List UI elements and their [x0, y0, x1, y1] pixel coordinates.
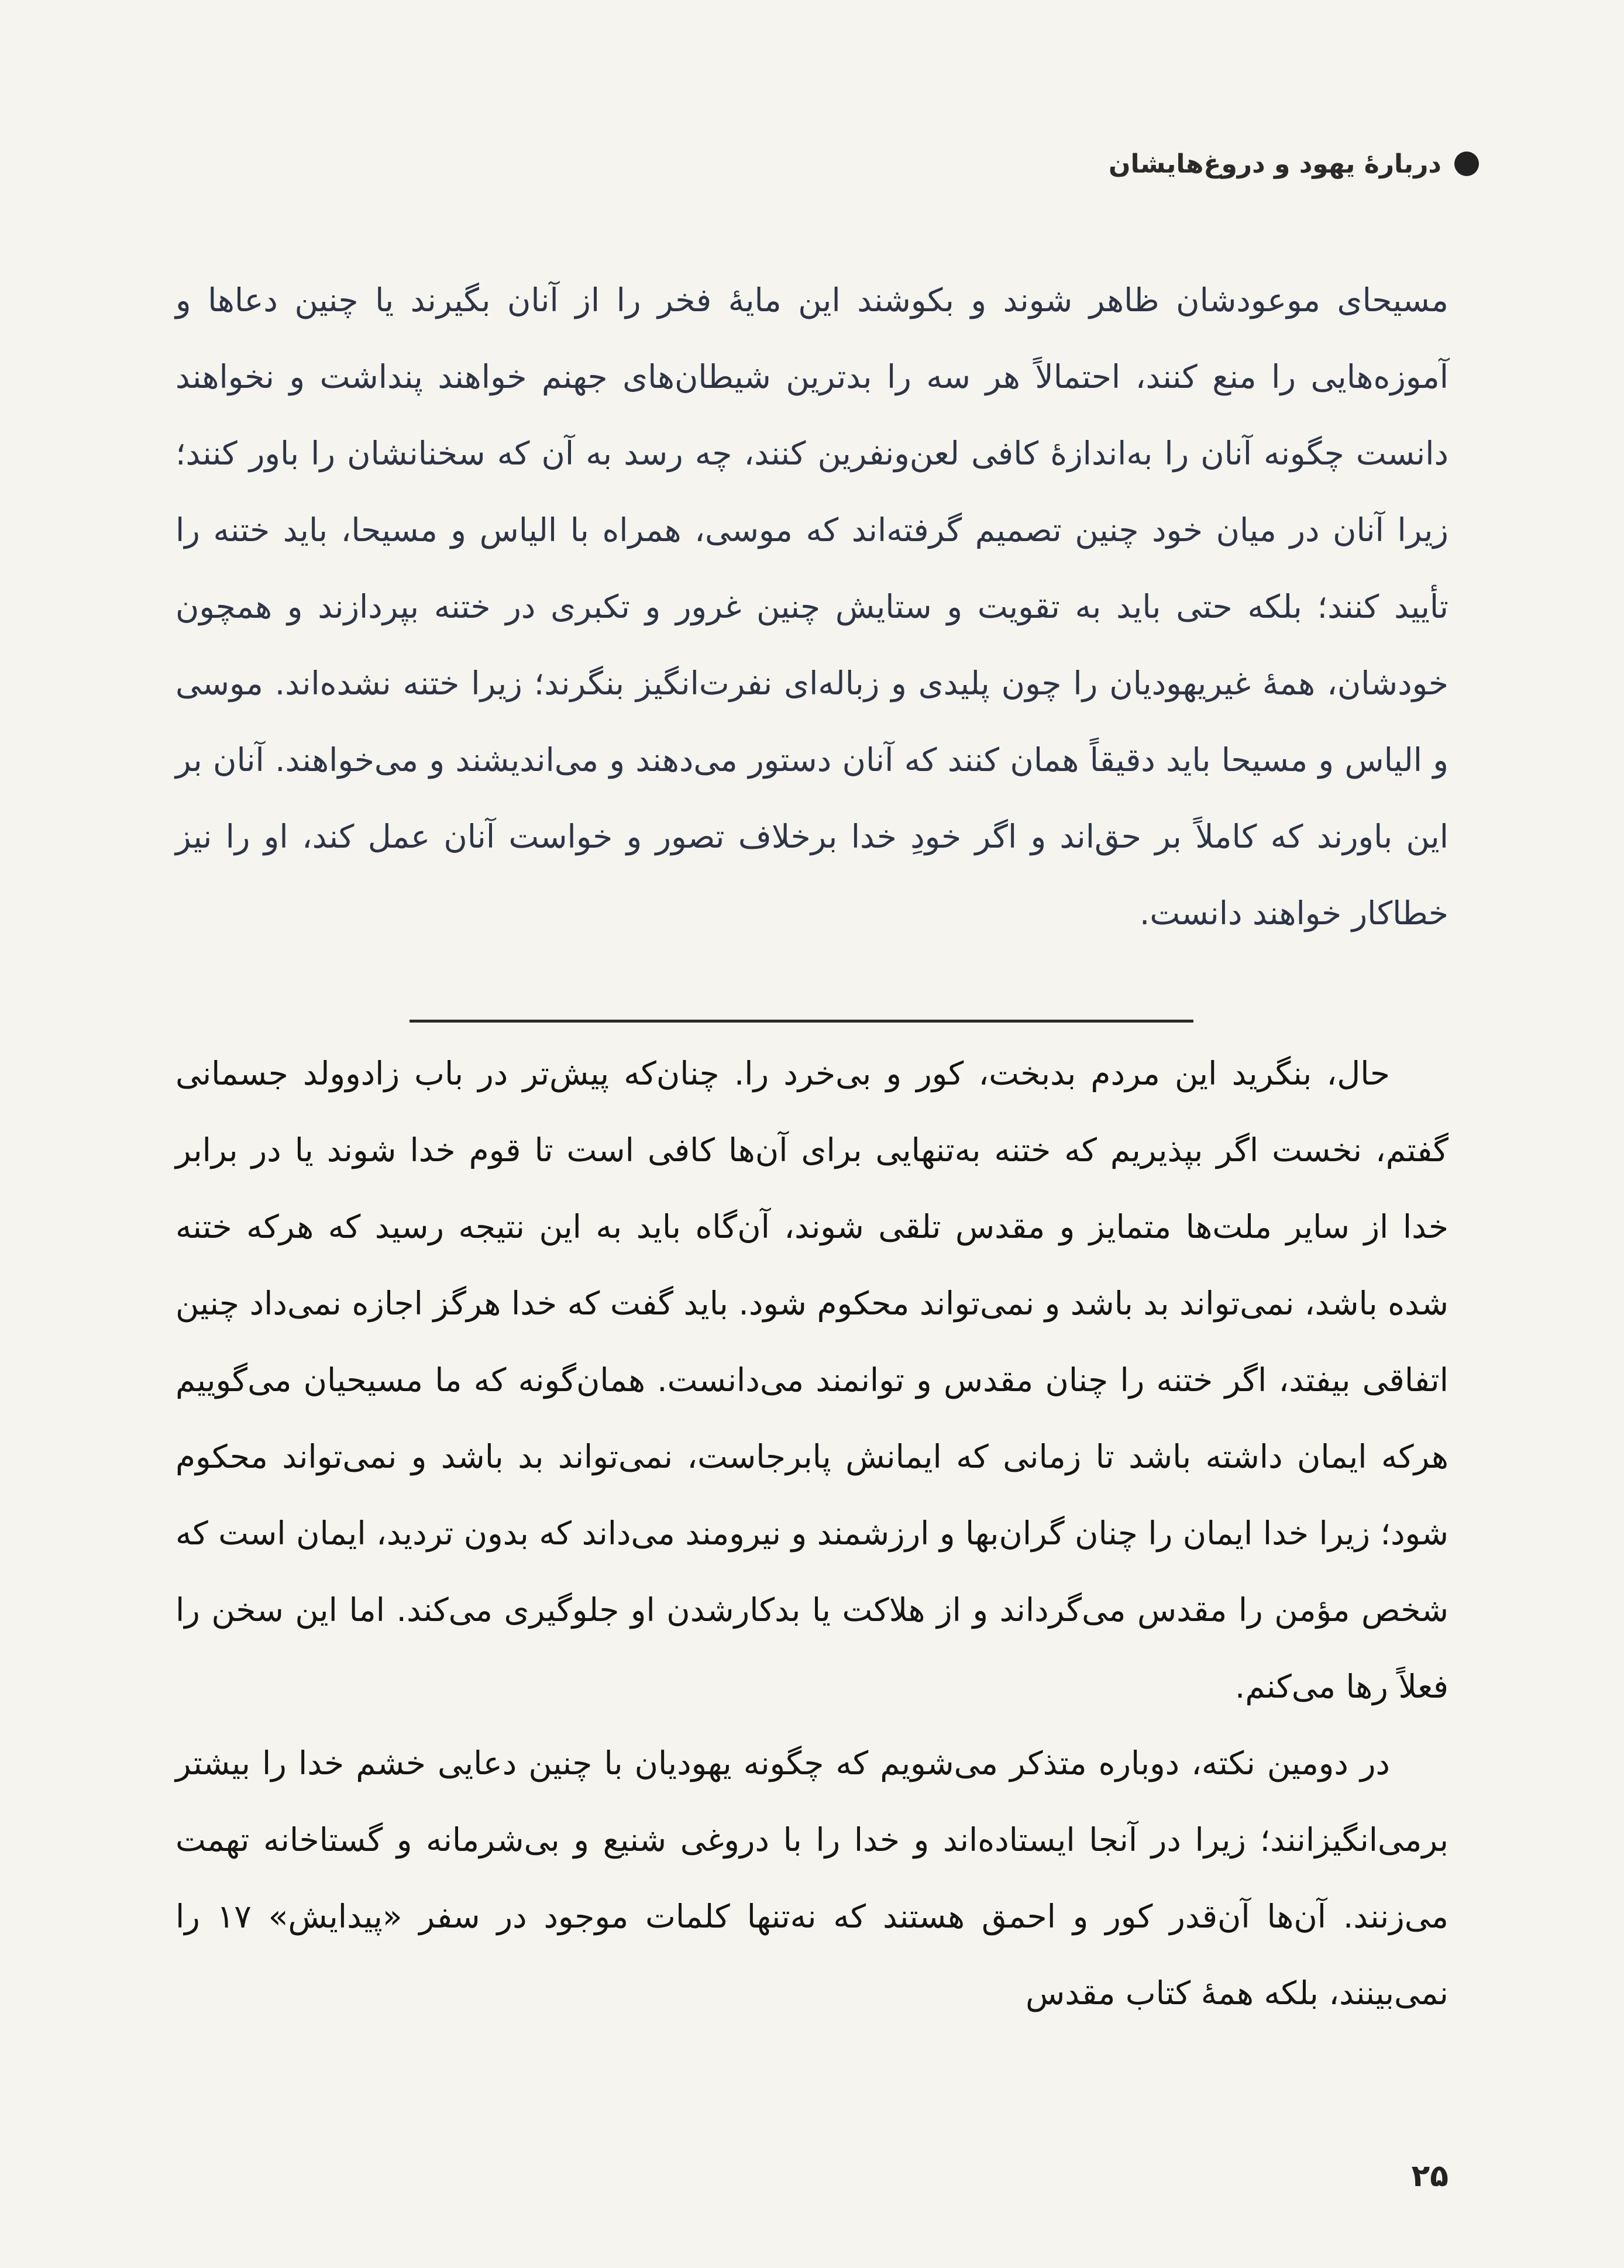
bottom-text-block: [176, 1035, 1448, 2032]
running-header: [145, 140, 1479, 187]
top-text-block: [176, 262, 1448, 952]
top-paragraph: مسیحای موعودشان ظاهر شوند و بکوشند این مایهٔ فخر را از آنان بگیرند یا چنین دعاها و آموزه‌هایی را منع کنند، احتمالاً هر سه را بدترین شیطان‌های جهنم خواهند پنداشت و نخواهند دانست چگونه آنان را به‌اندازهٔ کافی لعن‌ونفرین کنند، چه رسد به آن که سخنانشان را باور کنند؛ زیرا آنان در میان خود چنین تصمیم گرفته‌اند که موسی، همراه با الیاس و مسیحا، باید ختنه را تأیید کنند؛ بلکه حتی باید به تقویت و ستایش چنین غرور و تکبری در ختنه بپردازند و همچون خودشان، همهٔ غیریهودیان را چون پلیدی و زباله‌ای نفرت‌انگیز بنگرند؛ زیرا ختنه نشده‌اند. موسی و الیاس و مسیحا باید دقیقاً همان کنند که آنان دستور می‌دهند و می‌اندیشند و می‌خواهند. آنان بر این باورند که کاملاً بر حق‌اند و اگر خودِ خدا برخلاف تصور و خواست آنان عمل کند، او را نیز خطاکار خواهند دانست.: [176, 281, 1448, 932]
section-divider: [410, 1020, 1193, 1023]
bottom-paragraph-1: حال، بنگرید این مردم بدبخت، کور و بی‌خرد را. چنان‌که پیش‌تر در باب زادوولد جسمانی گفتم، نخست اگر بپذیریم که ختنه به‌تنهایی برای آن‌ها کافی است تا قوم خدا شوند یا در برابر خدا از سایر ملت‌ها متمایز و مقدس تلقی شوند، آن‌گاه باید به این نتیجه رسید که هرکه ختنه شده باشد، نمی‌تواند بد باشد و نمی‌تواند محکوم شود. باید گفت که خدا هرگز اجازه نمی‌داد چنین اتفاقی بیفتد، اگر ختنه را چنان مقدس و توانمند می‌دانست. همان‌گونه که ما مسیحیان می‌گوییم هرکه ایمان داشته باشد تا زمانی که ایمانش پابرجاست، نمی‌تواند بد باشد و نمی‌تواند محکوم شود؛ زیرا خدا ایمان را چنان گران‌بها و ارزشمند و نیرومند می‌داند که بدون تردید، ایمان است که شخص مؤمن را مقدس می‌گرداند و از هلاکت یا بدکارشدن او جلوگیری می‌کند. اما این سخن را فعلاً رها می‌کنم.: [176, 1055, 1448, 1705]
bullet-dot-icon: [1454, 152, 1479, 176]
page-number: ۲۵: [1411, 2159, 1448, 2194]
bottom-paragraph-2: در دومین نکته، دوباره متذکر می‌شویم که چگونه یهودیان با چنین دعایی خشم خدا را بیشتر برمی‌انگیزانند؛ زیرا در آنجا ایستاده‌اند و خدا را با دروغی شنیع و بی‌شرمانه و گستاخانه تهمت می‌زنند. آن‌ها آن‌قدر کور و احمق هستند که نه‌تنها کلمات موجود در سفر «پیدایش» ۱۷ را نمی‌بینند، بلکه همهٔ کتاب مقدس: [176, 1744, 1448, 2012]
running-title: دربارهٔ یهود و دروغ‌هایشان: [1108, 149, 1441, 179]
